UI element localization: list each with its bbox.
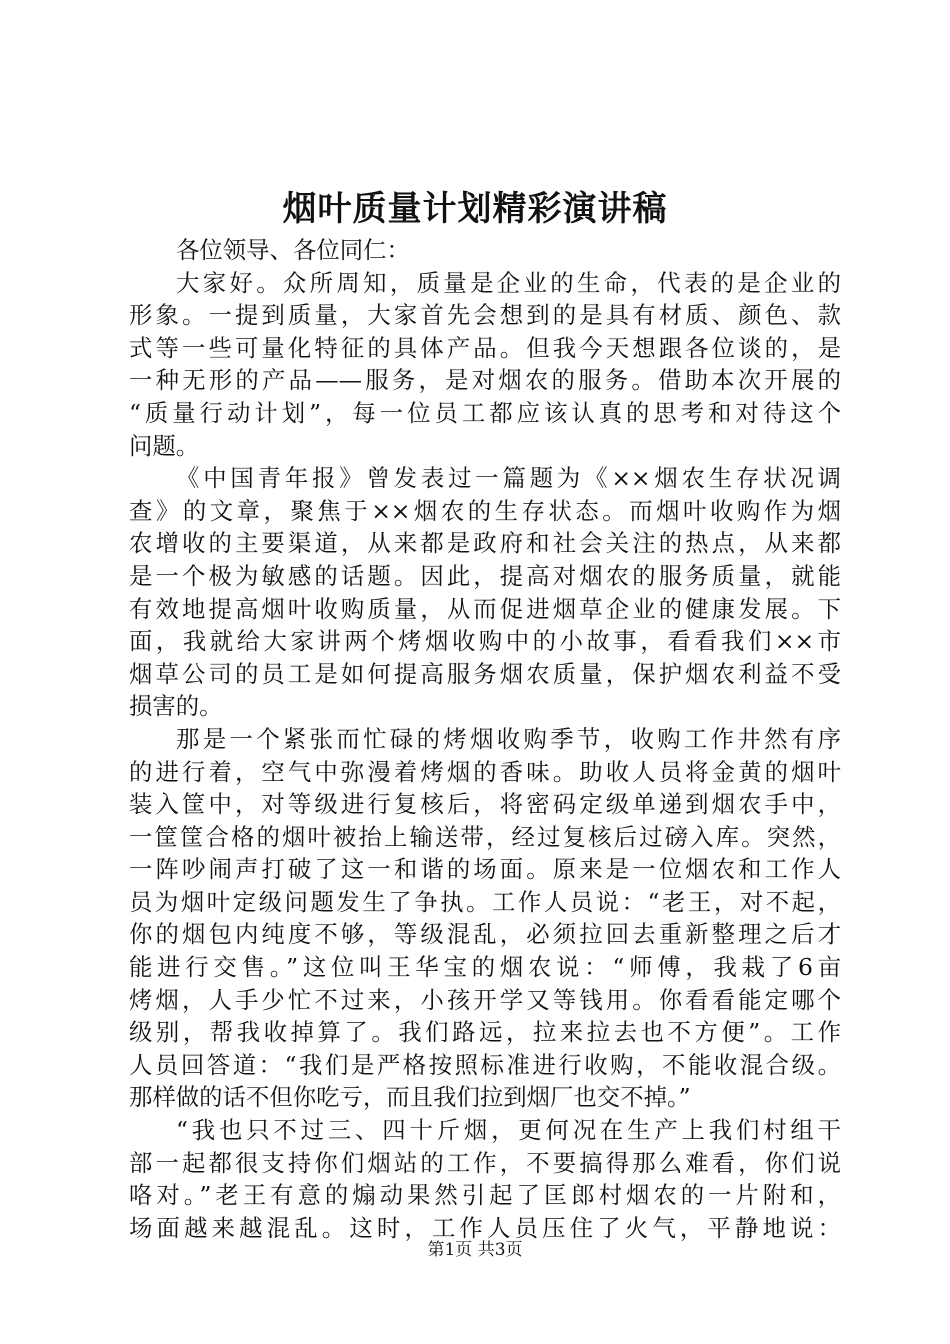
body-text-line: 查》的文章，聚焦于××烟农的生存状态。而烟叶收购作为烟 — [129, 496, 841, 525]
body-text-line: 装入筐中，对等级进行复核后，将密码定级单递到烟农手中， — [129, 790, 841, 819]
body-text-line: 损害的。 — [129, 692, 223, 721]
salutation-line: 各位领导、各位同仁： — [176, 236, 410, 264]
body-text-line: 咯对。”老王有意的煽动果然引起了匡郎村烟农的一片附和， — [129, 1181, 841, 1210]
body-text-line: 一筐筐合格的烟叶被抬上输送带，经过复核后过磅入库。突然， — [129, 822, 841, 851]
body-text-line: 大家好。众所周知，质量是企业的生命，代表的是企业的 — [176, 268, 841, 297]
body-text-line: 人员回答道：“我们是严格按照标准进行收购，不能收混合级。 — [129, 1050, 841, 1079]
body-text-line: 级别，帮我收掉算了。我们路远，拉来拉去也不方便”。工作 — [129, 1018, 841, 1047]
body-text-line: 你的烟包内纯度不够，等级混乱，必须拉回去重新整理之后才 — [129, 920, 841, 949]
body-text-line: “我也只不过三、四十斤烟，更何况在生产上我们村组干 — [176, 1116, 841, 1145]
body-text-line: 问题。 — [129, 431, 200, 460]
body-text-line: 形象。一提到质量，大家首先会想到的是具有材质、颜色、款 — [129, 301, 841, 330]
document-body — [129, 234, 841, 1244]
body-text-line: 能进行交售。”这位叫王华宝的烟农说：“师傅，我栽了6亩 — [129, 953, 841, 982]
page-footer: 第1页 共3页 — [427, 1240, 523, 1260]
document-title: 烟叶质量计划精彩演讲稿 — [282, 189, 668, 229]
body-text-line: 的进行着，空气中弥漫着烤烟的香味。助收人员将金黄的烟叶 — [129, 757, 841, 786]
body-text-line: 部一起都很支持你们烟站的工作，不要搞得那么难看，你们说 — [129, 1148, 841, 1177]
body-text-line: “质量行动计划”，每一位员工都应该认真的思考和对待这个 — [129, 398, 841, 427]
body-text-line: 员为烟叶定级问题发生了争执。工作人员说：“老王，对不起， — [129, 887, 841, 916]
body-text-line: 烟草公司的员工是如何提高服务烟农质量，保护烟农利益不受 — [129, 659, 841, 688]
body-text-line: 烤烟，人手少忙不过来，小孩开学又等钱用。你看看能定哪个 — [129, 985, 841, 1014]
body-text-line: 场面越来越混乱。这时，工作人员压住了火气，平静地说： — [129, 1213, 841, 1242]
body-text-line: 是一个极为敏感的话题。因此，提高对烟农的服务质量，就能 — [129, 561, 841, 590]
body-text-line: 式等一些可量化特征的具体产品。但我今天想跟各位谈的，是 — [129, 333, 841, 362]
body-text-line: 农增收的主要渠道，从来都是政府和社会关注的热点，从来都 — [129, 529, 841, 558]
body-text-line: 面，我就给大家讲两个烤烟收购中的小故事，看看我们××市 — [129, 627, 841, 656]
body-text-line: 《中国青年报》曾发表过一篇题为《××烟农生存状况调 — [176, 464, 841, 493]
body-text-line: 有效地提高烟叶收购质量，从而促进烟草企业的健康发展。下 — [129, 594, 841, 623]
body-text-line: 那样做的话不但你吃亏，而且我们拉到烟厂也交不掉。” — [129, 1083, 691, 1112]
body-text-line: 一阵吵闹声打破了这一和谐的场面。原来是一位烟农和工作人 — [129, 855, 841, 884]
body-text-line: 一种无形的产品——服务，是对烟农的服务。借助本次开展的 — [129, 366, 841, 395]
body-text-line: 那是一个紧张而忙碌的烤烟收购季节，收购工作井然有序 — [176, 724, 841, 753]
